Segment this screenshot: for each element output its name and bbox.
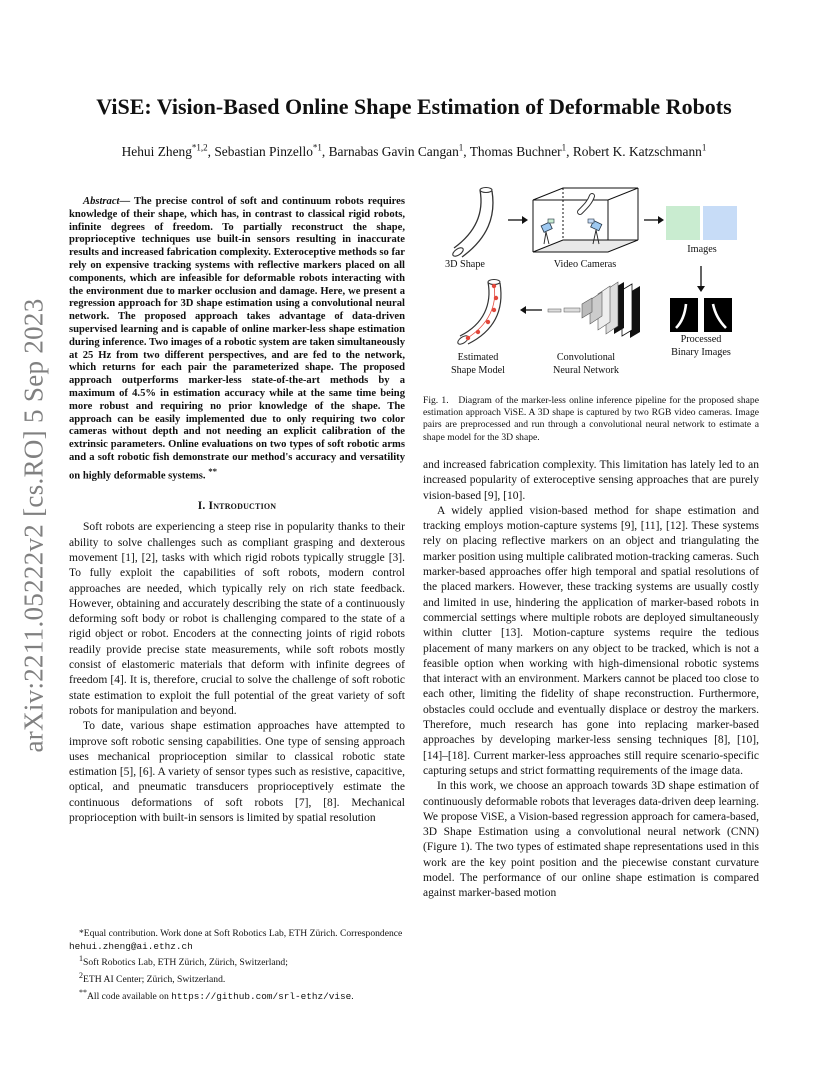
caption-text: Diagram of the marker-less online inference pipeline for the proposed shape estimation approach ViSE. A 3D shape is captured by two RGB video cameras. Image pairs are preprocessed and run through a convolutional neural network to estimate a shape model for the 3D shape. <box>423 395 759 443</box>
footnotes <box>69 928 405 1004</box>
correspondence-email[interactable]: hehui.zheng@ai.ethz.ch <box>69 940 193 952</box>
figure-caption <box>423 395 759 444</box>
arxiv-identifier-text: arXiv:2211.05222v2 [cs.RO] 5 Sep 2023 <box>18 297 49 753</box>
shape-key-points <box>466 284 498 340</box>
caption-label: Fig. 1. <box>423 395 449 406</box>
arxiv-side-identifier <box>10 290 58 760</box>
abstract-footnote-mark: ** <box>208 465 218 476</box>
label-processed-binary-images: Processed Binary Images <box>671 334 731 358</box>
author-list <box>60 143 768 161</box>
paragraph: A widely applied vision-based method for shape estimation and tracking employs motion-capture systems [9], [11], [12]. These systems rely on placing reflective markers on an object and triangulating the marker position using multiple calibrated motion-tracking cameras. Such marker-based approaches offer high temporal and spatial resolutions of the placed markers. However, these tracking systems are usually costly and limited in use, hindering the application of marker-based robots in commercial settings where multiple robots are deployed simultaneously within clutter [13]. Motion-capture systems require the tedious placement of many markers on any object to be tracked, which is not a feasible option when working with high-dimensional robotic systems that interact with an environment. Markers cannot be placed too close to each other, limiting the fidelity of shape reconstruction. Furthermore, obstacles could occlude and eventually displace or destroy the markers. Therefore, much research has gone into replacing marker-based approaches by developing marker-less sensing techniques [8], [10], [14]–[18]. Current marker-less approaches still require scenario-specific capturing setups and strict formatting requirements of the image data. <box>423 504 759 777</box>
footnote-affiliation-2: $^2$ETH AI Center; Zürich, Switzerland. <box>79 970 226 986</box>
figure-1-pipeline-diagram <box>430 182 770 382</box>
paragraph-continuation: and increased fabrication complexity. This limitation has lately led to an increased popularity of exteroceptive sensing approaches that are purely vision-based [9], [10]. <box>423 459 759 502</box>
label-cnn: Convolutional Neural Network <box>553 352 619 376</box>
author: Hehui Zheng$^{*1,2}$, <box>121 143 215 160</box>
code-link[interactable]: https://github.com/srl-ethz/vise <box>171 990 352 1002</box>
author: Thomas Buchner$^1$, <box>469 143 573 160</box>
label-estimated-shape-model: Estimated Shape Model <box>450 352 506 376</box>
arrow-left-icon <box>520 306 542 314</box>
paper-title: ViSE: Vision-Based Online Shape Estimation of Deformable Robots <box>96 94 732 119</box>
arrow-icon <box>508 216 528 224</box>
author: Robert K. Katzschmann$^1$ <box>572 143 707 160</box>
section-heading-introduction: I. Introduction <box>197 500 277 513</box>
abstract-text: — The precise control of soft and continuum robots requires knowledge of their shape, which has, in contrast to classical rigid robots, infinite degrees of freedom. To partially reconstruct the shape, proprioceptive techniques use built-in sensors resulting in inaccurate results and increased fabrication complexity. Exteroceptive methods so far rely on expensive tracking systems with reflective markers placed on all components, which are infeasible for deformable robots interacting with the environment due to marker occlusion and damage. Here, we present a regression approach for 3D shape estimation using a convolutional neural network. The proposed approach takes advantage of data-driven supervised learning and is capable of online marker-less shape estimation during inference. Two images of a robotic system are taken simultaneously at 25 Hz from two different perspectives, and are fed to the network, which returns for each pair the parameterized shape. The proposed approach outperforms marker-less state-of-the-art methods by a maximum of 4.5% in estimation accuracy while at the same time being more robust and requiring no prior knowledge of the shape. The approach can be easily implemented due to only requiring two color cameras without depth and not needing an explicit calibration of the extrinsic parameters. Online evaluations on two types of soft robotic arms and a soft robotic fish demonstrate our method's accuracy and versatility on highly deformable systems. <box>69 196 405 482</box>
paragraph: To date, various shape estimation approaches have attempted to improve soft robotic sensing capabilities. One type of sensing approach uses mechanical proprioception similar to classical robotic state estimation [5], [6]. A variety of sensor types such as resistive, capacitive, optical, and pneumatic transducers proprioceptively estimate the continuous deformations of soft robots [7], [8]. Mechanical proprioception with built-in sensors is limited by spatial resolution <box>69 720 405 824</box>
label-images: Images <box>687 244 717 255</box>
tube-in-cage <box>580 196 592 212</box>
abstract <box>69 196 405 483</box>
image-green <box>666 206 700 240</box>
abstract-label: Abstract <box>83 196 120 207</box>
label-3d-shape: 3D Shape <box>445 259 485 270</box>
camera-icon <box>541 219 554 244</box>
paragraph: Soft robots are experiencing a steep rise in popularity thanks to their ability to solve challenges such as compliant grasping and dexterous movement [1], [2], tasks with which rigid robots typically struggle [3]. To fully exploit the capabilities of soft robots, modern control approaches are needed, which typically rely on rich state feedback. However, obtaining and accurately describing the state of a continuously deforming soft body or robot is challenging compared to the state of a rigid object or robot. Encoders at the connecting joints of rigid robots readily provide precise state measurements, while soft robots mostly consist of elastomeric materials that deform with infinite degrees of freedom [4]. It is, therefore, crucial to solve the challenge of soft robotic state estimation to exploit the full potential of the great variety of soft robots for manipulation and beyond. <box>69 521 405 717</box>
arrow-down-icon <box>697 266 705 292</box>
label-video-cameras: Video Cameras <box>553 259 617 270</box>
right-column <box>423 458 759 902</box>
3d-shape-tube <box>451 188 493 258</box>
footnote-affiliation-1: $^1$Soft Robotics Lab, ETH Zürich, Zürich, Switzerland; <box>79 954 288 969</box>
paragraph: In this work, we choose an approach towards 3D shape estimation of continuously deformable robots that leverages data-driven deep learning. We propose ViSE, a Vision-based regression approach for camera-based, 3D Shape Estimation using a convolutional neural network (CNN) (Figure 1). The two types of estimated shape representations used in this work are the key point position and the piecewise constant curvature model. The performance of our online shape estimation is compared against marker-based motion <box>423 780 759 900</box>
author: Barnabas Gavin Cangan$^1$, <box>328 143 470 160</box>
cnn-icon <box>548 282 640 338</box>
footnote-code: **All code available on https://github.com/srl-ethz/vise. <box>79 987 354 1002</box>
estimated-shape-model <box>456 280 501 346</box>
author: Sebastian Pinzello$^{*1}$, <box>214 143 329 160</box>
footnote-equal-contribution: *Equal contribution. Work done at Soft Robotics Lab, ETH Zürich. Correspondence hehui.zheng@ai.ethz.ch <box>69 928 403 952</box>
image-blue <box>703 206 737 240</box>
arrow-icon <box>644 216 664 224</box>
left-column <box>69 196 405 826</box>
